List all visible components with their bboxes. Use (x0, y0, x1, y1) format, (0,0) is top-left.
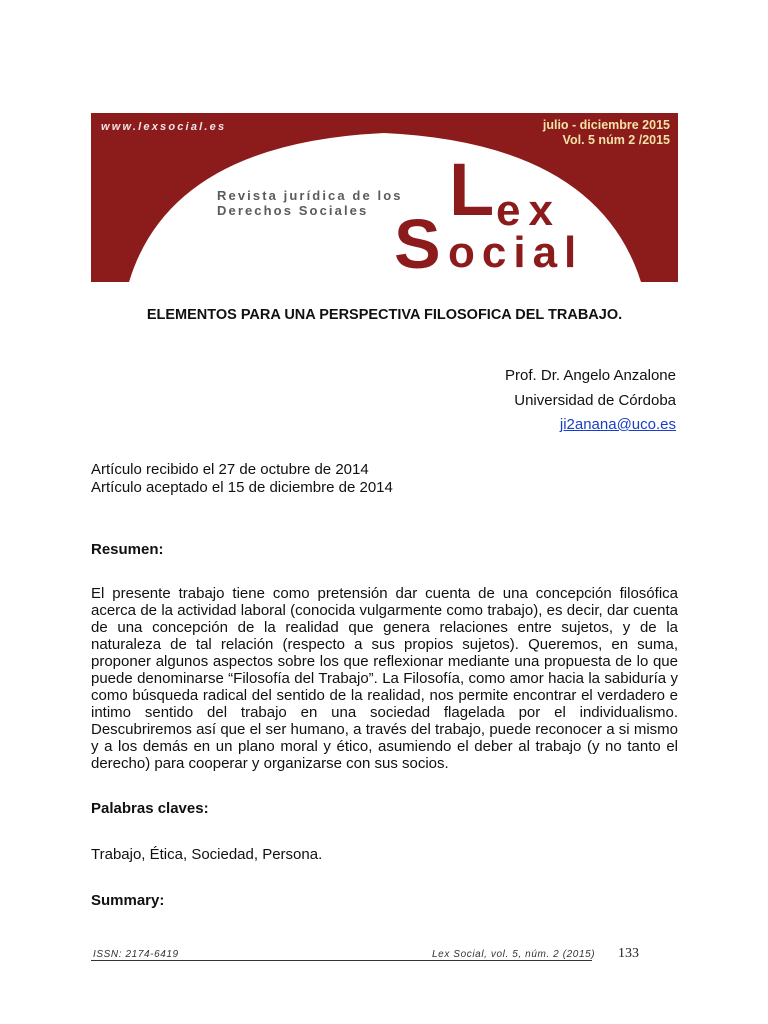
author-email-link[interactable]: ji2anana@uco.es (559, 416, 676, 433)
summary-heading: Summary: (91, 892, 165, 909)
footer-journal: Lex Social, vol. 5, núm. 2 (2015) (432, 949, 596, 960)
logo-letter-l: L (449, 148, 495, 231)
logo-text-ex: ex (496, 186, 561, 235)
abstract-heading: Resumen: (91, 541, 164, 558)
logo-letter-s: S (394, 205, 441, 282)
journal-banner (91, 113, 678, 282)
footer-issn: ISSN: 2174-6419 (93, 949, 179, 960)
page-number: 133 (618, 946, 639, 961)
journal-subtitle-line1: Revista jurídica de los (217, 188, 403, 203)
issue-date: julio - diciembre 2015 (542, 118, 670, 132)
keywords-heading: Palabras claves: (91, 800, 209, 817)
journal-url: www.lexsocial.es (101, 121, 227, 133)
journal-subtitle-line2: Derechos Sociales (217, 203, 369, 218)
issue-info (543, 118, 670, 148)
abstract-text: El presente trabajo tiene como pretensión dar cuenta de una concepción filosófica acerca de la actividad laboral (conocida vulgarmente como trabajo), es decir, dar cuenta de una concepción de la realidad que genera relaciones entre sujetos, y de la naturaleza de tal relación (respecto a sus propios sujetos). Queremos, en suma, proponer algunos aspectos sobre los que reflexionar mediante una propuesta de lo que puede denominarse “Filosofía del Trabajo”. La Filosofía, como amor hacia la sabiduría y como búsqueda radical del sentido de la realidad, nos permite encontrar el verdadero e intimo sentido del trabajo en una sociedad flagelada por el individualismo. Descubriremos así que el ser humano, a través del trabajo, puede reconocer a si mismo y a los demás en un plano moral y ético, asumiendo el deber al trabajo (y no tanto el derecho) para cooperar y organizarse con sus socios. (91, 585, 678, 772)
journal-subtitle (217, 188, 403, 218)
received-date: Artículo recibido el 27 de octubre de 2014 (91, 461, 369, 478)
article-title: ELEMENTOS PARA UNA PERSPECTIVA FILOSOFICA DEL TRABAJO. (146, 307, 623, 323)
accepted-date: Artículo aceptado el 15 de diciembre de 2014 (91, 479, 393, 496)
keywords-text: Trabajo, Ética, Sociedad, Persona. (91, 846, 323, 863)
logo-text-ocial: ocial (448, 228, 584, 277)
author-name: Prof. Dr. Angelo Anzalone (505, 367, 676, 384)
article-dates (91, 461, 393, 497)
author-block (505, 364, 676, 438)
footer-rule (91, 960, 592, 961)
author-affiliation: Universidad de Córdoba (514, 391, 676, 409)
issue-volume: Vol. 5 núm 2 /2015 (562, 133, 670, 147)
